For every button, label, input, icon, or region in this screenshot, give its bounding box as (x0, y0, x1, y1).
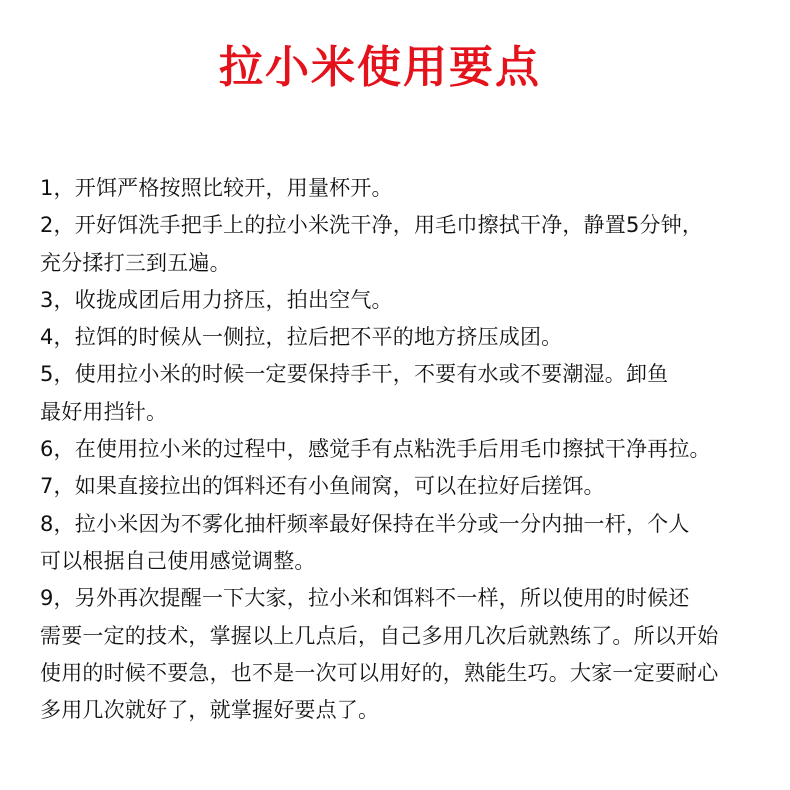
text-line: 可以根据自己使用感觉调整。 (40, 548, 316, 573)
text-line: 5，使用拉小米的时候一定要保持手干，不要有水或不要潮湿。卸鱼 (40, 362, 669, 387)
text-line: 使用的时候不要急，也不是一次可以用好的，熟能生巧。大家一定要耐心 (40, 660, 719, 685)
text-line: 4，拉饵的时候从一侧拉，拉后把不平的地方挤压成团。 (40, 325, 563, 350)
instruction-text (40, 170, 780, 729)
text-line: 3，收拢成团后用力挤压，拍出空气。 (40, 287, 393, 312)
text-line: 2，开好饵洗手把手上的拉小米洗干净，用毛巾擦拭干净，静置5分钟， (40, 213, 704, 238)
text-line: 9，另外再次提醒一下大家，拉小米和饵料不一样，所以使用的时候还 (40, 586, 690, 611)
text-line: 8，拉小米因为不雾化抽杆频率最好保持在半分或一分内抽一杆，个人 (40, 511, 690, 536)
text-line: 多用几次就好了，就掌握好要点了。 (40, 698, 380, 723)
page-title: 拉小米使用要点 (219, 42, 541, 93)
text-line: 6，在使用拉小米的过程中，感觉手有点粘洗手后用毛巾擦拭干净再拉。 (40, 437, 711, 462)
text-line: 需要一定的技术，掌握以上几点后，自己多用几次后就熟练了。所以开始 (40, 623, 719, 648)
text-line: 充分揉打三到五遍。 (40, 250, 231, 275)
text-line: 7，如果直接拉出的饵料还有小鱼闹窝，可以在拉好后搓饵。 (40, 474, 605, 499)
text-line: 1，开饵严格按照比较开，用量杯开。 (40, 176, 393, 200)
text-line: 最好用挡针。 (40, 399, 168, 424)
